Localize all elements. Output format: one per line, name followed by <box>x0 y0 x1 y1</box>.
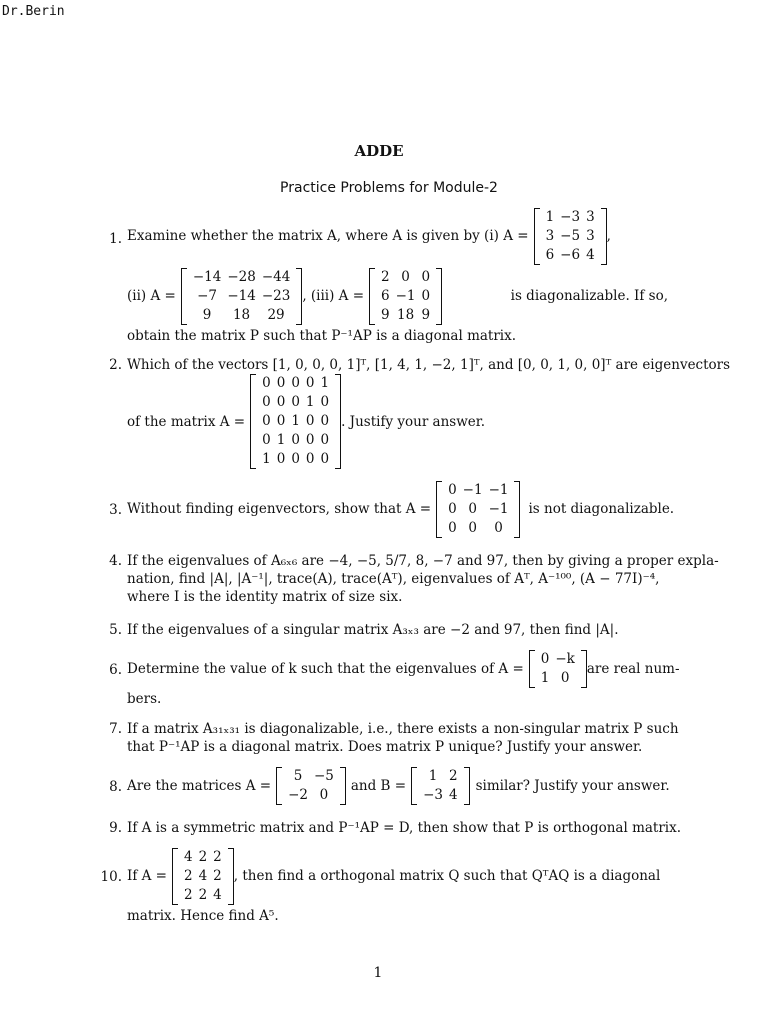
matrix-entry: −3 <box>560 209 581 225</box>
document-subtitle: Practice Problems for Module-2 <box>280 180 498 196</box>
matrix-entry: 0 <box>276 413 286 430</box>
problem-9 <box>100 819 682 837</box>
matrix-entry: −2 <box>288 787 308 803</box>
matrix-entry: 1 <box>262 451 271 468</box>
matrix-entry: 4 <box>448 787 458 803</box>
problem-number: 9. <box>109 820 122 836</box>
problem-text: If the eigenvalues of a singular matrix A₃ₓ₃ are −2 and 97, then find |A|. <box>127 622 619 638</box>
problem-text: , then find a orthogonal matrix Q such that QᵀAQ is a diagonal <box>233 868 661 885</box>
matrix-entry: 4 <box>183 849 193 865</box>
problem-text: If A = <box>127 868 167 885</box>
problem-text: If A is a symmetric matrix and P⁻¹AP = D, then show that P is orthogonal matrix. <box>127 820 682 836</box>
matrix-entry: 0 <box>401 269 410 285</box>
matrix-entry: 0 <box>291 432 300 449</box>
matrix-entry: 2 <box>381 269 390 285</box>
matrix-entry: −7 <box>197 288 218 304</box>
matrix-entry: 6 <box>381 288 390 304</box>
right-bracket <box>436 268 442 325</box>
problem-text: Are the matrices A = <box>127 777 272 794</box>
matrix <box>369 268 442 325</box>
problem-1 <box>100 208 668 345</box>
matrix <box>181 268 303 325</box>
problem-text: where I is the identity matrix of size six. <box>127 589 403 606</box>
matrix-entry: 0 <box>540 651 550 667</box>
problem-text: . Justify your answer. <box>341 413 486 430</box>
matrix-entry: 0 <box>305 413 315 430</box>
matrix-entry: 0 <box>320 413 330 430</box>
matrix-entry: 2 <box>448 768 458 784</box>
matrix-entry: 9 <box>202 307 212 323</box>
problem-2 <box>100 356 731 469</box>
matrix-entry: −1 <box>462 482 483 498</box>
matrix-entry: −14 <box>227 288 256 304</box>
problem-text: that P⁻¹AP is a diagonal matrix. Does matrix P unique? Justify your answer. <box>127 739 643 756</box>
problem-text: is not diagonalizable. <box>528 501 675 518</box>
problem-text: is diagonalizable. If so, <box>510 288 668 305</box>
problem-3 <box>100 481 675 538</box>
matrix-entry: 2 <box>183 868 193 884</box>
problem-number: 10. <box>100 869 122 885</box>
matrix-entry: −1 <box>488 501 509 517</box>
matrix-entry: 3 <box>545 228 555 244</box>
problem-text: (ii) A = <box>127 288 176 305</box>
matrix-entry: 0 <box>320 432 330 449</box>
problem-7 <box>100 720 679 756</box>
problem-text: and B = <box>350 777 407 794</box>
matrix-entry: 2 <box>183 887 193 903</box>
author-tag: Dr.Berin <box>2 4 65 19</box>
matrix-entry: 18 <box>396 307 415 323</box>
matrix-entry: 6 <box>545 247 555 263</box>
matrix-entry: 0 <box>262 413 271 430</box>
matrix-entry: 2 <box>198 849 208 865</box>
right-bracket <box>340 767 346 805</box>
problem-text: similar? Justify your answer. <box>475 777 670 794</box>
matrix-entry: −28 <box>227 269 256 285</box>
matrix-entry: 1 <box>276 432 286 449</box>
problem-10 <box>100 848 668 925</box>
problem-text: If a matrix A₃₁ₓ₃₁ is diagonalizable, i.e., there exists a non-singular matrix P such <box>127 721 679 737</box>
matrix-entry: 0 <box>262 432 271 449</box>
matrix-entry: 0 <box>262 375 271 392</box>
matrix-entry: 9 <box>381 307 390 323</box>
problem-number: 3. <box>109 502 122 518</box>
matrix-entry: 0 <box>448 520 457 536</box>
matrix-entry: 2 <box>213 868 222 884</box>
matrix <box>411 767 470 805</box>
matrix-entry: 0 <box>305 451 315 468</box>
matrix-entry: −1 <box>395 288 416 304</box>
page-number: 1 <box>373 965 383 981</box>
matrix-entry: 1 <box>540 670 550 686</box>
matrix-entry: 0 <box>320 451 330 468</box>
matrix-entry: 4 <box>213 887 222 903</box>
right-bracket <box>464 767 470 805</box>
matrix-entry: 1 <box>291 413 300 430</box>
problem-text: are real num- <box>586 660 680 677</box>
matrix-entry: 0 <box>276 394 286 411</box>
matrix <box>250 374 341 469</box>
matrix-entry: 0 <box>421 288 431 304</box>
matrix-entry: 3 <box>586 209 595 225</box>
problem-text: Which of the vectors [1, 0, 0, 0, 1]ᵀ, [1, 4, 1, −2, 1]ᵀ, and [0, 0, 1, 0, 0]ᵀ are eigenvectors <box>127 357 731 373</box>
matrix-entry: 2 <box>213 849 222 865</box>
problem-text: , <box>606 228 611 245</box>
problem-6 <box>100 650 680 708</box>
matrix-entry: −k <box>555 651 575 667</box>
problem-4 <box>100 552 719 607</box>
matrix-entry: 1 <box>428 768 438 784</box>
problem-text: obtain the matrix P such that P⁻¹AP is a diagonal matrix. <box>127 328 517 344</box>
problem-number: 7. <box>109 721 122 737</box>
problem-number: 1. <box>109 231 122 247</box>
problem-text: Determine the value of k such that the eigenvalues of A = <box>127 660 524 677</box>
matrix <box>529 650 587 688</box>
matrix-entry: −23 <box>261 288 291 304</box>
matrix <box>436 481 520 538</box>
matrix-entry: 1 <box>545 209 555 225</box>
problem-text: , (iii) A = <box>302 288 365 305</box>
matrix-entry: 4 <box>586 247 595 263</box>
matrix-entry: 0 <box>262 394 271 411</box>
matrix-entry: 0 <box>291 375 300 392</box>
problem-text: Examine whether the matrix A, where A is given by (i) A = <box>127 228 529 245</box>
matrix-entry: −3 <box>423 787 443 803</box>
matrix <box>276 767 346 805</box>
problem-text: matrix. Hence find A⁵. <box>127 908 279 924</box>
matrix-entry: 0 <box>319 787 329 803</box>
matrix-entry: 0 <box>276 451 286 468</box>
problem-number: 5. <box>109 622 122 638</box>
matrix-entry: 0 <box>305 432 315 449</box>
problem-number: 6. <box>109 662 122 678</box>
matrix-entry: 0 <box>494 520 503 536</box>
problem-5 <box>100 621 668 639</box>
matrix-entry: 0 <box>560 670 570 686</box>
matrix-entry: 4 <box>198 868 208 884</box>
matrix-entry: 0 <box>305 375 315 392</box>
matrix-entry: 9 <box>421 307 431 323</box>
matrix-entry: 3 <box>586 228 595 244</box>
matrix-entry: 0 <box>448 501 457 517</box>
matrix-entry: 5 <box>293 768 303 784</box>
matrix-entry: 0 <box>291 394 300 411</box>
matrix-entry: −1 <box>488 482 509 498</box>
matrix-entry: −5 <box>313 768 334 784</box>
problem-number: 4. <box>109 553 122 569</box>
matrix-entry: 29 <box>267 307 285 323</box>
matrix-entry: 0 <box>291 451 300 468</box>
matrix-entry: 0 <box>448 482 457 498</box>
right-bracket <box>514 481 520 538</box>
document-title: ADDE <box>354 142 404 160</box>
matrix-entry: 1 <box>305 394 315 411</box>
matrix <box>534 208 607 265</box>
matrix-entry: −6 <box>560 247 581 263</box>
matrix-entry: 0 <box>276 375 286 392</box>
matrix-entry: 0 <box>421 269 431 285</box>
problem-text: Without finding eigenvectors, show that A = <box>127 501 432 518</box>
problem-number: 2. <box>109 357 122 373</box>
problem-8 <box>100 767 668 805</box>
matrix-entry: 0 <box>468 501 477 517</box>
matrix-entry: 2 <box>198 887 208 903</box>
matrix-entry: −44 <box>261 269 291 285</box>
matrix-entry: −14 <box>192 269 222 285</box>
matrix <box>172 848 234 905</box>
problem-number: 8. <box>109 779 122 795</box>
matrix-entry: 0 <box>468 520 477 536</box>
matrix-entry: −5 <box>560 228 581 244</box>
matrix-entry: 1 <box>320 375 330 392</box>
problem-text: bers. <box>127 691 162 707</box>
problem-text: of the matrix A = <box>127 413 246 430</box>
problem-text: nation, find |A|, |A⁻¹|, trace(A), trace(Aᵀ), eigenvalues of Aᵀ, A⁻¹⁰⁰, (A − 77I)⁻⁴, <box>127 571 660 588</box>
problem-text: If the eigenvalues of A₆ₓ₆ are −4, −5, 5/7, 8, −7 and 97, then by giving a proper expla- <box>127 553 719 569</box>
matrix-entry: 0 <box>320 394 330 411</box>
matrix-entry: 18 <box>232 307 251 323</box>
